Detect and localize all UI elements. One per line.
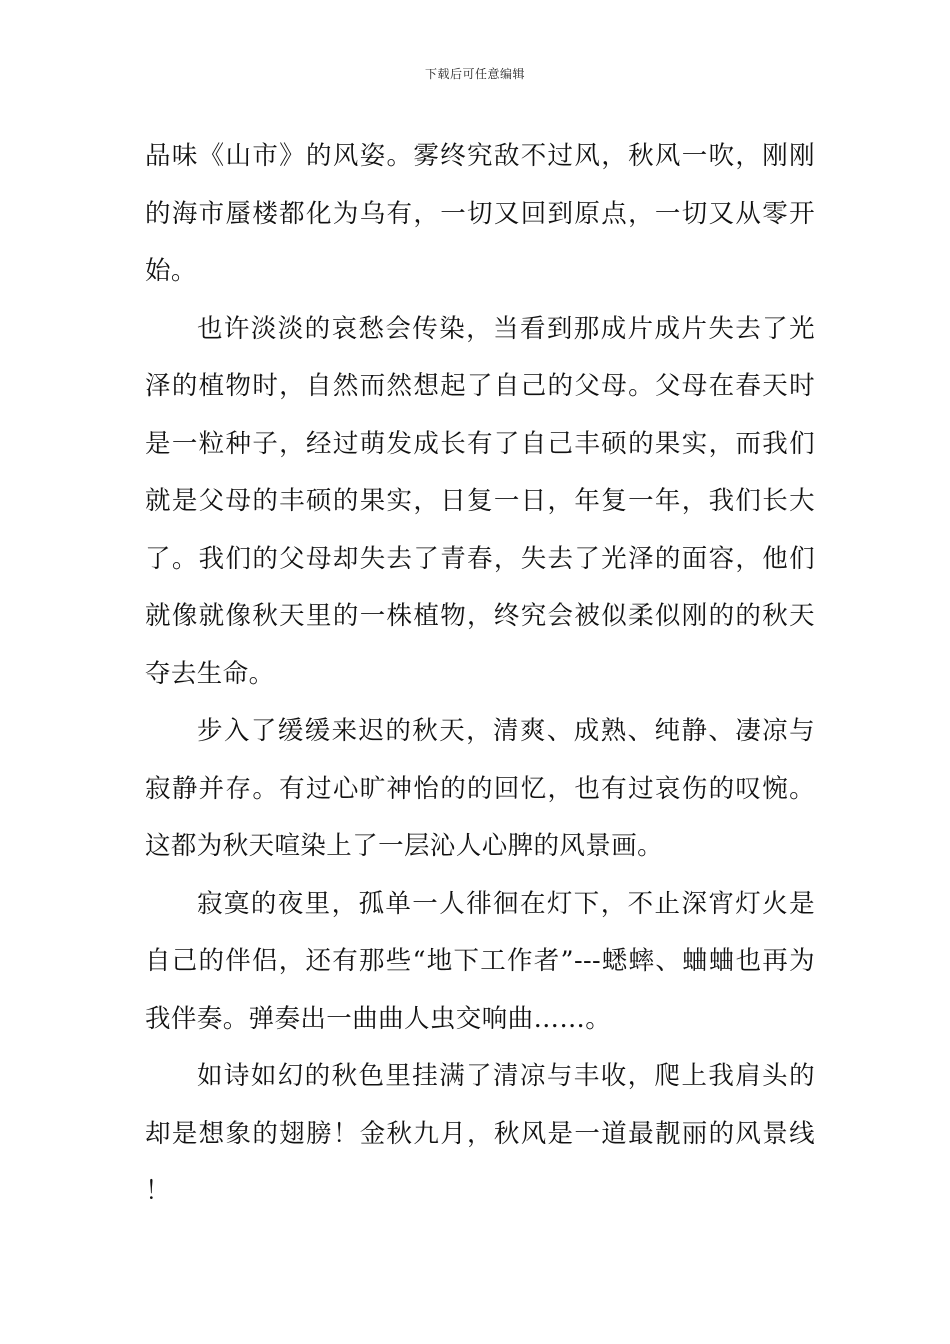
- paragraph-1: 品味《山市》的风姿。雾终究敌不过风，秋风一吹，刚刚的海市蜃楼都化为乌有，一切又回到原点，一切又从零开始。: [145, 141, 815, 286]
- page-header: 下载后可任意编辑: [424, 67, 525, 81]
- document-body: [145, 128, 815, 1221]
- paragraph-4: 寂寞的夜里，孤单一人徘徊在灯下，不止深宵灯火是自己的伴侣，还有那些“地下工作者”---蟋蟀、蛐蛐也再为我伴奏。弹奏出一曲曲人虫交响曲……。: [145, 888, 815, 1034]
- paragraph-5: 如诗如幻的秋色里挂满了清凉与丰收，爬上我肩头的却是想象的翅膀！金秋九月，秋风是一道最靓丽的风景线！: [145, 1061, 815, 1206]
- paragraph-3: 步入了缓缓来迟的秋天，清爽、成熟、纯静、凄凉与寂静并存。有过心旷神怡的的回忆，也有过哀伤的叹惋。这都为秋天喧染上了一层沁人心脾的风景画。: [145, 716, 815, 861]
- paragraph-2: 也许淡淡的哀愁会传染，当看到那成片成片失去了光泽的植物时，自然而然想起了自己的父母。父母在春天时是一粒种子，经过萌发成长有了自己丰硕的果实，而我们就是父母的丰硕的果实，日复一日，年复一年，我们长大了。我们的父母却失去了青春，失去了光泽的面容，他们就像就像秋天里的一株植物，终究会被似柔似刚的的秋天夺去生命。: [145, 313, 815, 689]
